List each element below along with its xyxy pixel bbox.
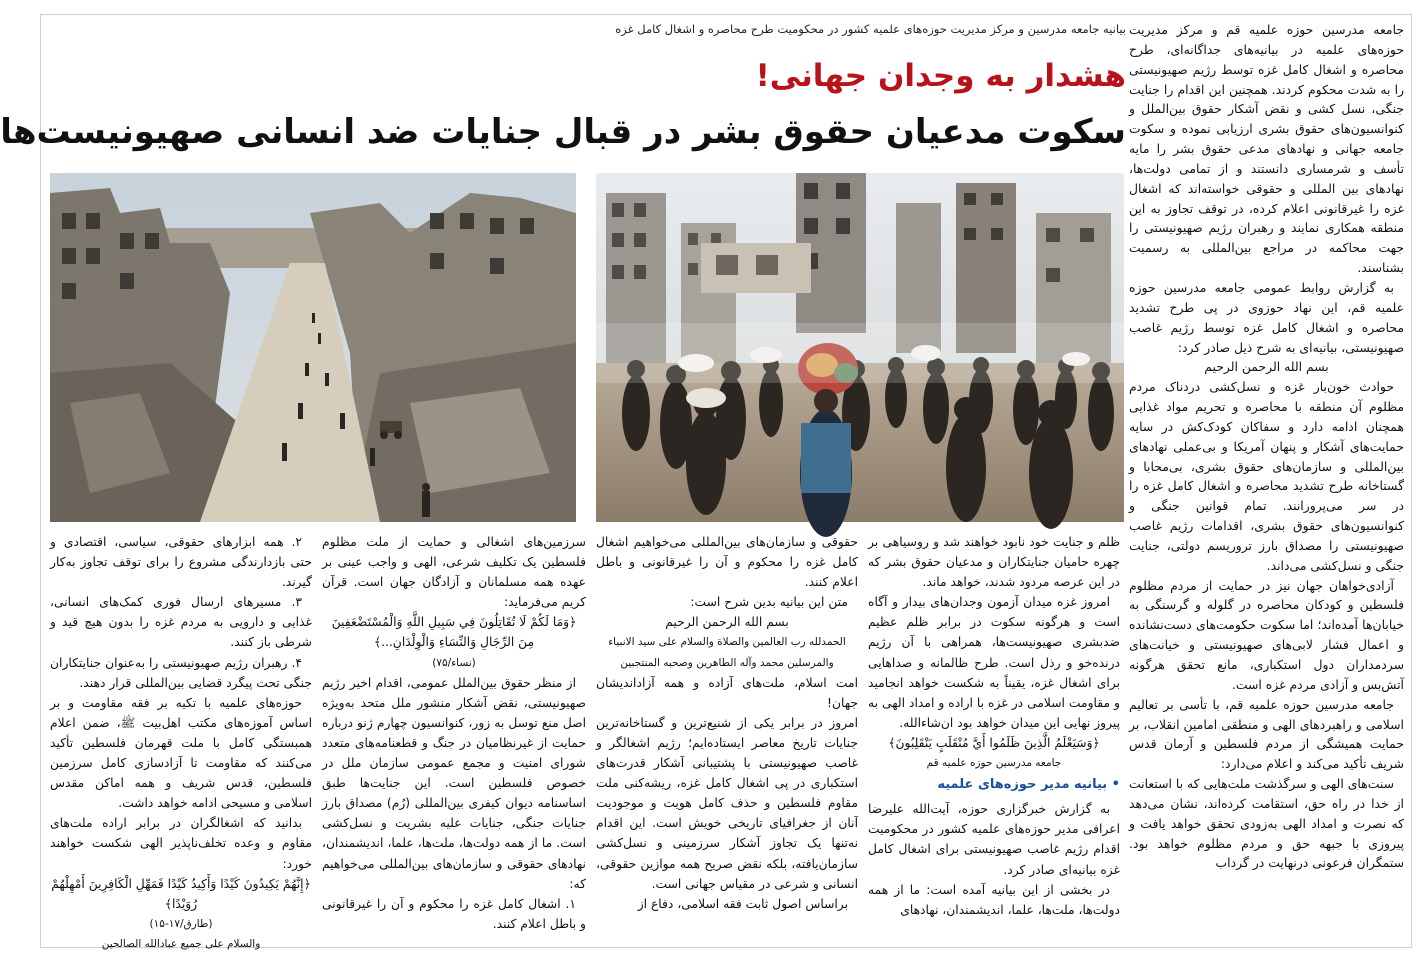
paragraph: جامعه مدرسین حوزه علمیه قم، با تأسی بر تعالیم اسلامی و راهبردهای الهی و منطقی امامین انقلاب، بر حمایت همیشگی از مردم فلسطین و آرمان قدس شریف تأکید می‌کند و اعلام می‌دارد:: [1129, 696, 1404, 772]
article-column-right: [1129, 20, 1404, 940]
signature: والسلام علی جمیع عبادالله الصالحین: [101, 937, 261, 950]
verse-reference: (نساء/۷۵): [432, 656, 476, 669]
paragraph: الحمدلله رب العالمین والصلاة والسلام علی سید الانبیاء والمرسلین محمد وآله الطاهرین وصحبه المنتجبین: [608, 636, 846, 669]
paragraph: آزادی‌خواهان جهان نیز در حمایت از مردم مظلوم فلسطین و کودکان محاصره در گلوله و گرسنگی به خیابان‌ها آمده‌اند؛ اما سکوت حکومت‌های دست‌نشانده و اعمال فشار لابی‌های صهیونیستی و خیانت‌های سردمداران دول استکباری، مانع تحقق هرگونه آتش‌بس و آزادی مردم غزه است.: [1129, 577, 1404, 692]
article-column-bottom-1: [868, 532, 1120, 940]
paragraph: حوادث خون‌بار غزه و نسل‌کشی دردناک مردم مظلوم آن منطقه با محاصره و تحریم مواد غذایی همچنان ادامه دارد و سفاکان کودک‌کش در سایه حمایت‌های آشکار و پنهان آمریکا و بی‌عملی نهادهای بین‌المللی و سازمان‌های حقوق بشری، بی‌محابا و گستاخانه طرح تشدید محاصره و اشغال کامل غزه را در سر می‌پرورانند. تمام قوانین جنگی و کنوانسیون‌های حقوق بشری، اقدامات رژیم غاصب صهیونیستی را مصداق بارز تروریسم دولتی، جنایت جنگی و نسل‌کشی می‌داند.: [1129, 379, 1404, 573]
paragraph: ظلم و جنایت خود نابود خواهند شد و روسیاهی بر چهره حامیان جنایتکاران و مدعیان حقوق بشر که در این عرصه مردود شدند، خواهد ماند.: [868, 535, 1120, 590]
paragraph: در بخشی از این بیانیه آمده است: ما از همه دولت‌ها، ملت‌ها، علما، اندیشمندان، نهادهای: [868, 882, 1120, 917]
quran-verse: ﴿وَمَا لَكُمْ لَا تُقَاتِلُونَ فِي سَبِيلِ اللَّهِ وَالْمُسْتَضْعَفِينَ مِنَ الرِّجَالِ وَالنِّسَاءِ وَالْوِلْدَانِ...﴾: [331, 615, 577, 650]
subhead: • بیانیه مدیر حوزه‌های علمیه: [868, 775, 1120, 795]
article-column-bottom-2: [596, 532, 858, 940]
paragraph: امروز در برابر یکی از شنیع‌ترین و گستاخانه‌ترین جنایات تاریخ معاصر ایستاده‌ایم؛ رژیم اشغالگر و غاصب صهیونیستی با پشتیبانی آشکار قدرت‌های استکباری در پی اشغال کامل غزه، ریشه‌کنی ملت مقاوم فلسطین و حذف کامل هویت و موجودیت آنان از جغرافیای تاریخی خویش است. این اقدام نه‌تنها یک تجاوز آشکار سرزمینی و نسل‌کشی سازمان‌یافته، بلکه نقض صریح همه موازین حقوقی، انسانی و شرعی در مقیاس جهانی است.: [596, 715, 858, 891]
article-column-bottom-3: [322, 532, 586, 940]
basmala: بسم الله الرحمن الرحیم: [665, 615, 789, 630]
paragraph: جامعه مدرسین حوزه علمیه قم و مرکز مدیریت حوزه‌های علمیه در بیانیه‌های جداگانه‌ای، طرح محاصره و اشغال کامل غزه توسط رژیم صهیونیستی را به شدت محکوم کردند. همچنین این اقدام را جنایت جنگی، نسل کشی و نقض آشکار حقوق بین‌الملل و کنوانسیون‌های حقوق بشری ارزیابی نموده و سکوت جامعه جهانی و نهادهای مدعی حقوق بشر را مایه تأسف و شرمساری دانستند و از تمامی دولت‌ها، نهادهای بین المللی و حقوقی خواسته‌اند که اشغال غزه را غیرقانونی اعلام کرده، در توقف تجاوز به این منطقه همکاری نمایند و رهبران رژیم صهیونیستی را جهت محاکمه در مراجع بین‌المللی به رسمیت بشناسند.: [1129, 22, 1404, 276]
destroyed-street-photo: [50, 173, 576, 522]
basmala: بسم الله الرحمن الرحیم: [1204, 359, 1329, 375]
paragraph: به گزارش خبرگزاری حوزه، آیت‌الله علیرضا اعرافی مدیر حوزه‌های علمیه کشور در محکومیت اقدام رژیم غاصب صهیونیستی برای اشغال کامل غزه بیانیه‌ای صادر کرد.: [868, 802, 1120, 877]
paragraph: سرزمین‌های اشغالی و حمایت از ملت مظلوم فلسطین یک تکلیف شرعی، الهی و واجب عینی بر عهده همه مسلمانان و آزادگان جهان است. قرآن کریم می‌فرماید:: [322, 535, 586, 610]
crowd-walking-in-ruins-photo: [596, 173, 1124, 522]
paragraph: از منظر حقوق بین‌الملل عمومی، اقدام اخیر رژیم صهیونیستی، نقض آشکار منشور ملل متحد به‌ویژه اصل منع توسل به زور، کنوانسیون چهارم ژنو درباره حمایت از غیرنظامیان در جنگ و قطعنامه‌های متعدد شورای امنیت و مجمع عمومی سازمان ملل در خصوص فلسطین است. این جنایت‌ها طبق اساسنامه دیوان کیفری بین‌المللی (رُم) مصداق بارز جنایات جنگی، جنایات علیه بشریت و نسل‌کشی است. ما از همه دولت‌ها، ملت‌ها، علما، اندیشمندان، نهادهای حقوقی و سازمان‌های بین‌المللی می‌خواهیم که:: [322, 675, 586, 891]
paragraph: به گزارش روابط عمومی جامعه مدرسین حوزه علمیه قم، این نهاد حوزوی در پی طرح تشدید محاصره و اشغال کامل غزه توسط رژیم غاصب صهیونیستی، بیانیه‌ای به شرح ذیل صادر کرد:: [1129, 279, 1404, 355]
paragraph: بدانید که اشغالگران در برابر اراده ملت‌های مقاوم و وعده تخلف‌ناپذیر الهی شکست خواهند خورد:: [50, 816, 312, 871]
verse-reference: (طارق/۱۷-۱۵): [149, 917, 213, 930]
paragraph: حقوقی و سازمان‌های بین‌المللی می‌خواهیم اشغال کامل غزه را محکوم و آن را غیرقانونی و باطل اعلام کنند.: [596, 535, 858, 590]
paragraph: متن این بیانیه بدین شرح است:: [690, 595, 848, 610]
paragraph: ۱. اشغال کامل غزه را محکوم و آن را غیرقانونی و باطل اعلام کنند.: [322, 896, 586, 931]
paragraph: ۳. مسیرهای ارسال فوری کمک‌های انسانی، غذایی و دارویی به مردم غزه را بدون هیچ قید و شرطی باز کنند.: [50, 595, 312, 650]
headline-red: هشدار به وجدان جهانی!: [755, 58, 1126, 94]
kicker: بیانیه جامعه مدرسین و مرکز مدیریت حوزه‌های علمیه کشور در محکومیت طرح محاصره و اشغال کامل غزه: [615, 22, 1126, 36]
quran-verse: ﴿إِنَّهُمْ يَكِيدُونَ كَيْدًا وَأَكِيدُ كَيْدًا فَمَهِّلِ الْكَافِرِينَ أَمْهِلْهُمْ رُوَيْدًا﴾: [51, 876, 311, 911]
paragraph: سنت‌های الهی و سرگذشت ملت‌هایی که با استعانت از خدا در راه حق، استقامت کرده‌اند، نشان می‌دهد که نصرت و امداد الهی به‌زودی تحقق خواهد یافت و پیروزی با جبهه حق و مردم مظلوم خواهد بود. ستمگران فرعونی درنهایت در گرداب: [1129, 776, 1404, 871]
paragraph: براساس اصول ثابت فقه اسلامی، دفاع از: [637, 896, 848, 911]
signature: جامعه مدرسین حوزه علمیه قم: [926, 757, 1062, 770]
quran-verse: ﴿وَسَيَعْلَمُ الَّذِينَ ظَلَمُوا أَيَّ مُنْقَلَبٍ يَنْقَلِبُونَ﴾: [888, 735, 1100, 750]
paragraph: ۴. رهبران رژیم صهیونیستی را به‌عنوان جنایتکاران جنگی تحت پیگرد قضایی بین‌المللی قرار دهند.: [50, 655, 312, 690]
article-column-bottom-4: [50, 532, 312, 950]
paragraph: امت اسلام، ملت‌های آزاده و همه آزاداندیشان جهان!: [596, 675, 858, 710]
headline-main: سکوت مدعیان حقوق بشر در قبال جنایات ضد انسانی صهیونیست‌ها: [0, 112, 1126, 152]
paragraph: حوزه‌های علمیه با تکیه بر فقه مقاومت و بر اساس آموزه‌های مکتب اهل‌بیت ﷺ، ضمن اعلام همبستگی کامل با ملت قهرمان فلسطین تأکید می‌کنند که مقاومت تا آزادسازی کامل سرزمین فلسطین، قدس شریف و همه اماکن مقدس اسلامی و مسیحی ادامه خواهد داشت.: [50, 695, 312, 811]
paragraph: ۲. همه ابزارهای حقوقی، سیاسی، اقتصادی و حتی بازدارندگی مشروع را برای توقف تجاوز به‌کار گیرند.: [50, 535, 312, 590]
paragraph: امروز غزه میدان آزمون وجدان‌های بیدار و آگاه است و هرگونه سکوت در برابر ظلم عظیم ضدبشری صهیونیست‌ها، همراهی با آن رژیم درنده‌خو و رذل است. طرح ظالمانه و صداهایی برای اشغال غزه، یقیناً به شکست خواهد انجامید و مقاومت اسلامی در غزه با اراده و امداد الهی به پیروز نهایی این میدان خواهد بود ان‌شاءالله.: [868, 595, 1120, 730]
